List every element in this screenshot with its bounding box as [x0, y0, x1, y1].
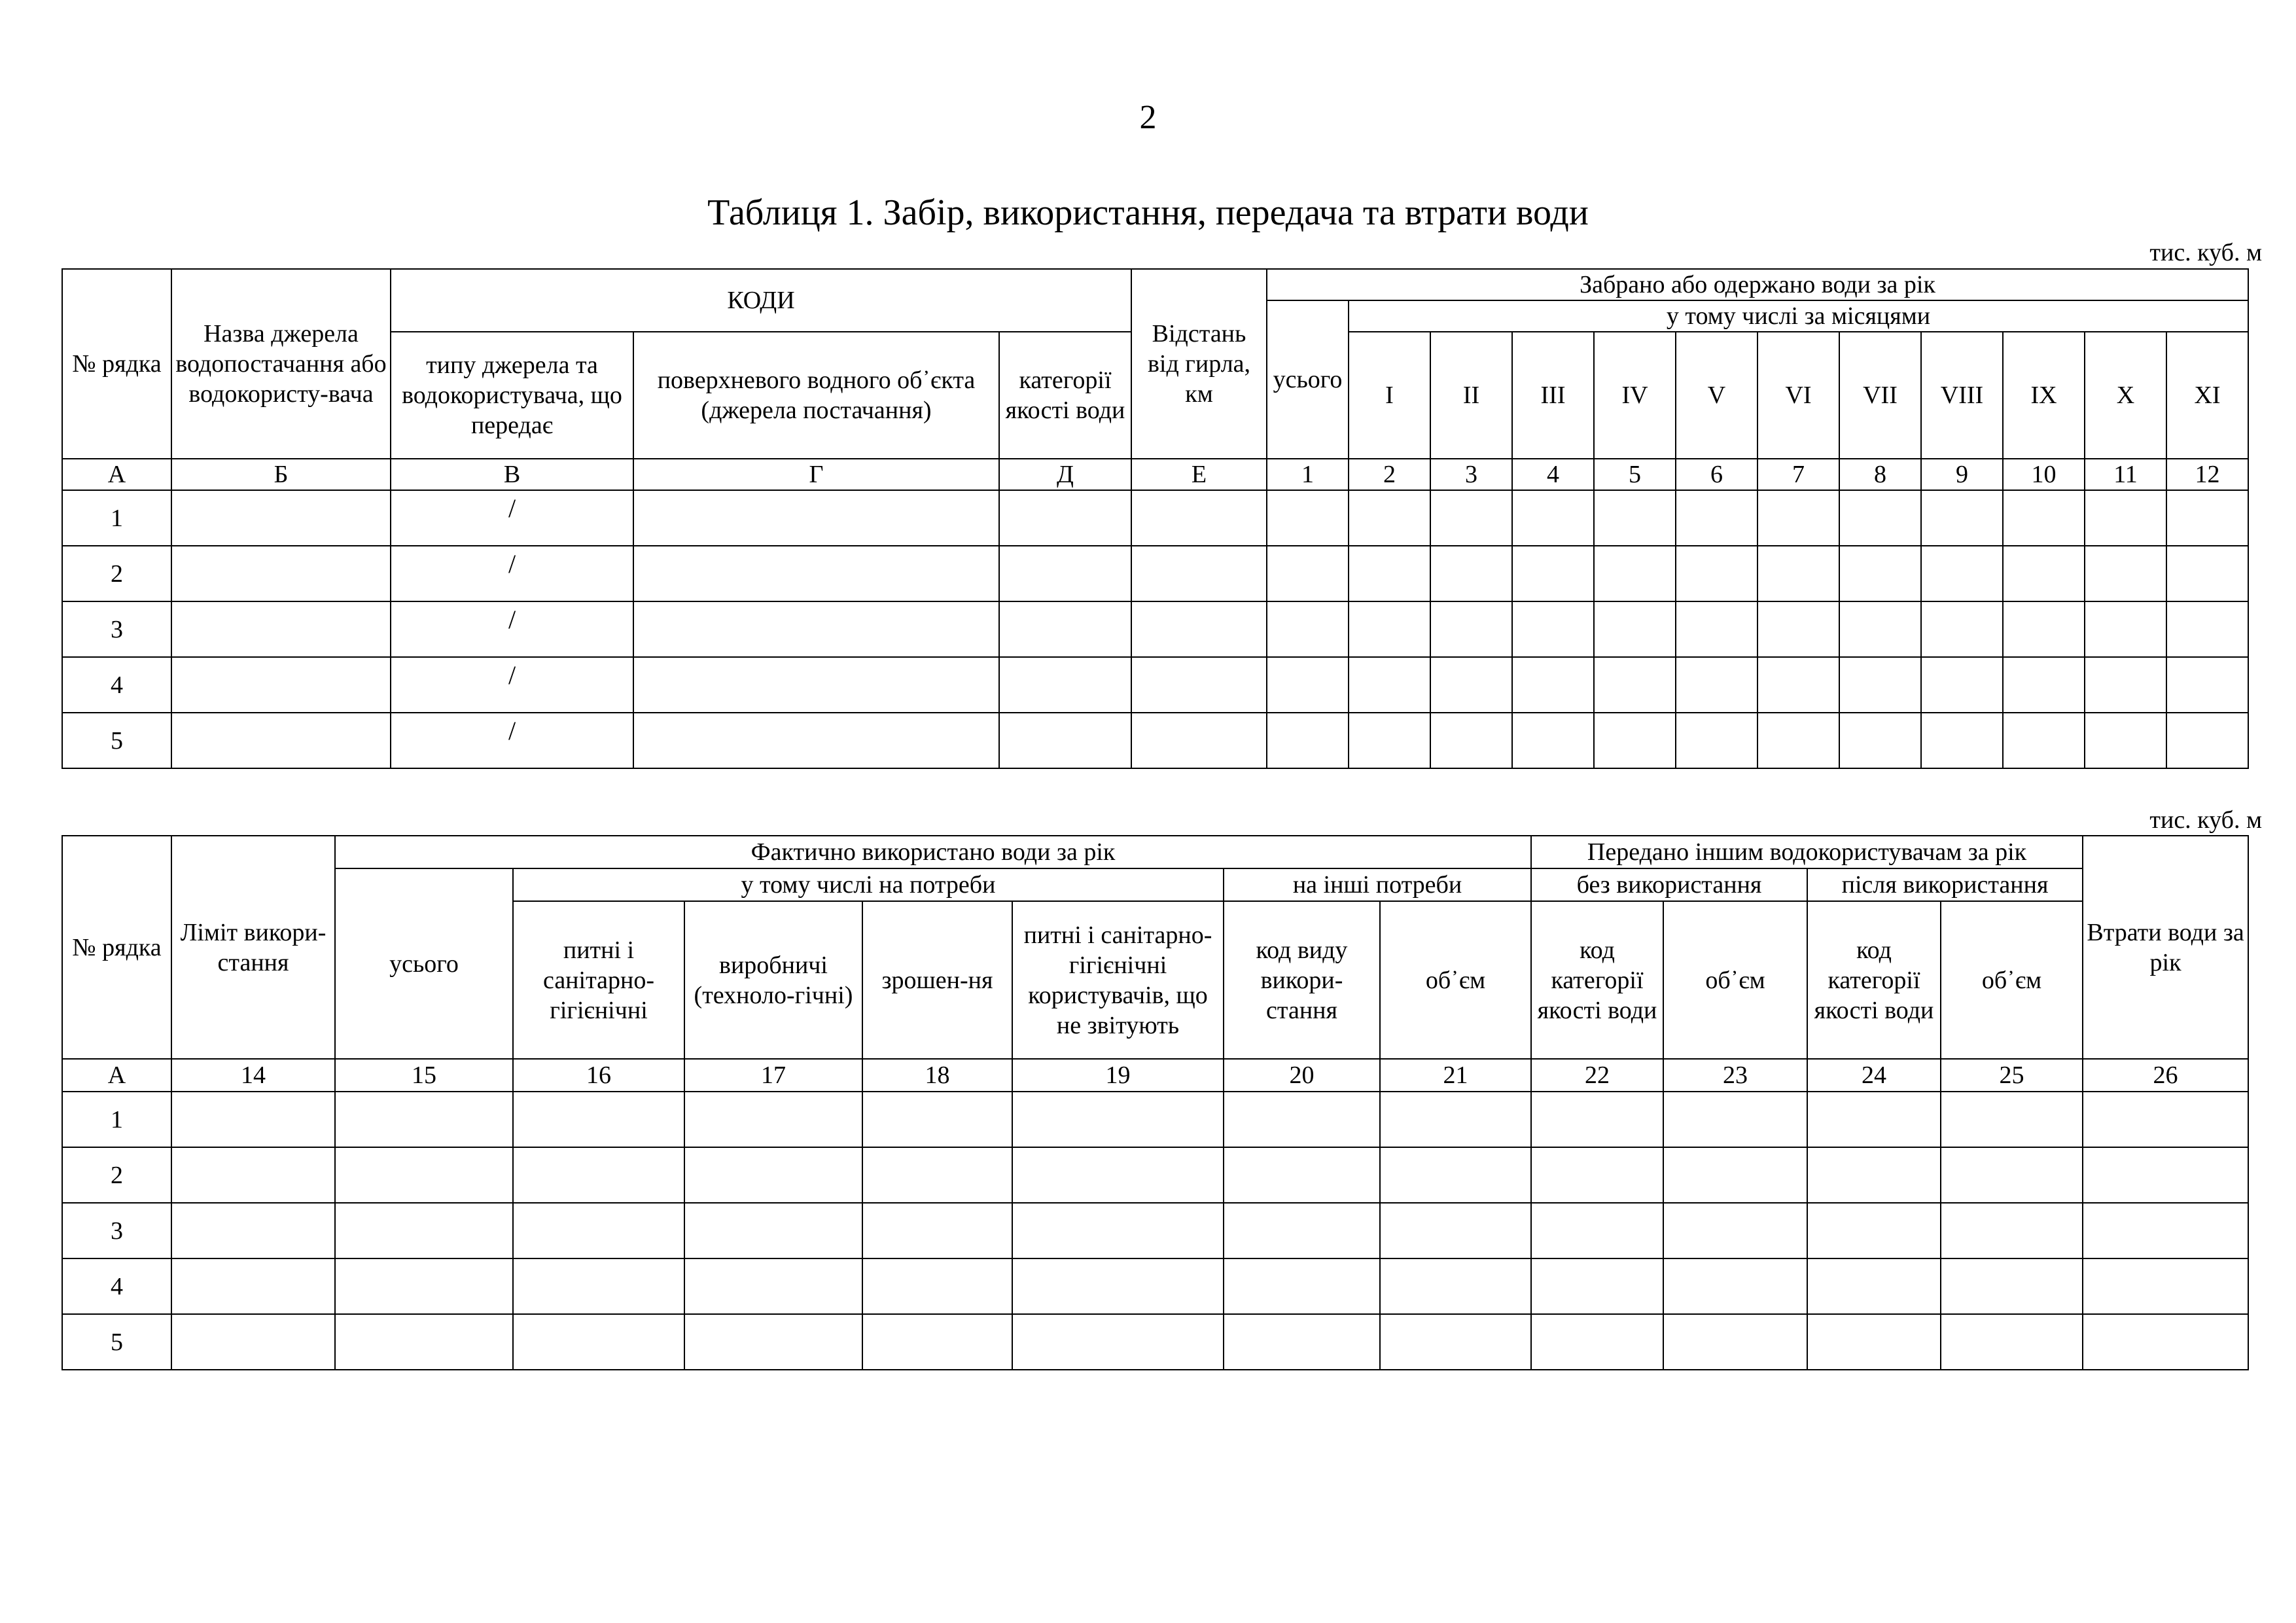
column-number: 11 — [2085, 459, 2166, 490]
column-number: 6 — [1676, 459, 1757, 490]
input-cell[interactable] — [1757, 657, 1839, 713]
column-number: 1 — [1267, 459, 1349, 490]
header-code-quality: категорії якості води — [999, 332, 1131, 459]
column-number: 7 — [1757, 459, 1839, 490]
column-number: Е — [1131, 459, 1267, 490]
input-cell[interactable] — [1941, 1314, 2083, 1370]
input-cell[interactable] — [1594, 546, 1676, 601]
slash-separator: / — [508, 493, 516, 523]
input-cell[interactable] — [335, 1092, 513, 1147]
column-number: 4 — [1512, 459, 1594, 490]
input-cell[interactable] — [1131, 713, 1267, 768]
input-cell[interactable] — [335, 1203, 513, 1258]
input-cell[interactable] — [999, 490, 1131, 546]
table-row — [62, 490, 2248, 546]
header-month: VI — [1757, 332, 1839, 459]
input-cell[interactable] — [171, 1314, 335, 1370]
header-drinking: питні і санітарно-гігієнічні — [513, 901, 684, 1059]
input-cell[interactable] — [2083, 1203, 2248, 1258]
input-cell[interactable] — [1380, 1147, 1531, 1203]
header-codes: КОДИ — [391, 269, 1131, 332]
input-cell[interactable] — [171, 657, 391, 713]
input-cell[interactable] — [513, 1092, 684, 1147]
input-cell[interactable] — [1531, 1092, 1663, 1147]
input-cell[interactable] — [1594, 657, 1676, 713]
column-number: 10 — [2003, 459, 2085, 490]
header-month: IV — [1594, 332, 1676, 459]
input-cell[interactable] — [513, 1203, 684, 1258]
header-month: XI — [2166, 332, 2248, 459]
header-losses: Втрати води за рік — [2083, 836, 2248, 1059]
column-number: 14 — [171, 1059, 335, 1092]
input-cell[interactable] — [2085, 713, 2166, 768]
input-cell[interactable] — [1349, 490, 1430, 546]
input-cell[interactable] — [1757, 601, 1839, 657]
column-number: 9 — [1921, 459, 2003, 490]
table-row — [62, 713, 2248, 768]
input-cell[interactable] — [2085, 657, 2166, 713]
header-volume: об᾽єм — [1941, 901, 2083, 1059]
input-cell[interactable] — [1512, 490, 1594, 546]
input-cell[interactable] — [1839, 601, 1921, 657]
header-month: VII — [1839, 332, 1921, 459]
header-month: IX — [2003, 332, 2085, 459]
input-cell[interactable] — [1757, 546, 1839, 601]
input-cell[interactable] — [684, 1258, 862, 1314]
input-cell[interactable] — [1380, 1258, 1531, 1314]
input-cell[interactable] — [1807, 1258, 1941, 1314]
column-number: 18 — [862, 1059, 1012, 1092]
input-cell[interactable] — [862, 1092, 1012, 1147]
input-cell[interactable] — [1921, 657, 2003, 713]
input-cell[interactable] — [1512, 657, 1594, 713]
input-cell[interactable] — [2085, 490, 2166, 546]
input-cell[interactable] — [171, 1258, 335, 1314]
input-cell[interactable] — [2083, 1258, 2248, 1314]
slash-separator: / — [508, 605, 516, 634]
input-cell[interactable] — [1430, 657, 1512, 713]
header-month: V — [1676, 332, 1757, 459]
input-cell[interactable] — [1512, 601, 1594, 657]
input-cell[interactable] — [633, 713, 999, 768]
input-cell[interactable] — [513, 1147, 684, 1203]
header-month: X — [2085, 332, 2166, 459]
header-water-transferred: Передано іншим водокористувачам за рік — [1531, 836, 2083, 868]
page-title: Таблиця 1. Забір, використання, передача та втрати води — [707, 192, 1589, 233]
input-cell[interactable] — [1663, 1092, 1807, 1147]
input-cell[interactable] — [1839, 713, 1921, 768]
column-number: Г — [633, 459, 999, 490]
input-cell[interactable] — [1941, 1147, 2083, 1203]
input-cell[interactable] — [391, 546, 633, 601]
input-cell[interactable] — [1757, 490, 1839, 546]
column-number: 21 — [1380, 1059, 1531, 1092]
header-row-number: № рядка — [62, 836, 171, 1059]
input-cell[interactable] — [1012, 1147, 1224, 1203]
column-number: 19 — [1012, 1059, 1224, 1092]
table-row — [62, 546, 2248, 601]
column-number: 23 — [1663, 1059, 1807, 1092]
header-volume: об᾽єм — [1380, 901, 1531, 1059]
input-cell[interactable] — [171, 546, 391, 601]
input-cell[interactable] — [1531, 1203, 1663, 1258]
input-cell[interactable] — [2166, 657, 2248, 713]
column-number: 8 — [1839, 459, 1921, 490]
header-use-kind-code: код виду викори-стання — [1224, 901, 1380, 1059]
input-cell[interactable] — [1676, 713, 1757, 768]
input-cell[interactable] — [1807, 1314, 1941, 1370]
input-cell[interactable] — [1012, 1092, 1224, 1147]
input-cell[interactable] — [1430, 713, 1512, 768]
column-number: 12 — [2166, 459, 2248, 490]
column-number: 2 — [1349, 459, 1430, 490]
input-cell[interactable] — [1807, 1092, 1941, 1147]
input-cell[interactable] — [1380, 1092, 1531, 1147]
input-cell[interactable] — [1349, 657, 1430, 713]
input-cell[interactable] — [391, 657, 633, 713]
input-cell[interactable] — [2085, 546, 2166, 601]
column-number: А — [62, 459, 171, 490]
input-cell[interactable] — [171, 713, 391, 768]
input-cell[interactable] — [862, 1203, 1012, 1258]
input-cell[interactable] — [1807, 1147, 1941, 1203]
input-cell[interactable] — [1594, 713, 1676, 768]
input-cell[interactable] — [171, 601, 391, 657]
input-cell[interactable] — [862, 1147, 1012, 1203]
input-cell[interactable] — [1224, 1147, 1380, 1203]
row-number: 3 — [62, 601, 171, 657]
water-intake-table — [62, 268, 2249, 769]
input-cell[interactable] — [684, 1147, 862, 1203]
header-source-name: Назва джерела водопостачання або водокористу-вача — [171, 269, 391, 459]
input-cell[interactable] — [999, 713, 1131, 768]
input-cell[interactable] — [2003, 546, 2085, 601]
input-cell[interactable] — [1267, 601, 1349, 657]
input-cell[interactable] — [684, 1314, 862, 1370]
column-numbers-row — [62, 459, 2248, 490]
header-total: усього — [335, 868, 513, 1059]
header-water-taken: Забрано або одержано води за рік — [1267, 269, 2248, 300]
input-cell[interactable] — [1531, 1314, 1663, 1370]
input-cell[interactable] — [1430, 546, 1512, 601]
input-cell[interactable] — [1757, 713, 1839, 768]
input-cell[interactable] — [335, 1147, 513, 1203]
input-cell[interactable] — [1531, 1147, 1663, 1203]
input-cell[interactable] — [2085, 601, 2166, 657]
water-use-table — [62, 835, 2249, 1370]
input-cell[interactable] — [171, 1092, 335, 1147]
input-cell[interactable] — [1380, 1314, 1531, 1370]
header-drinking-nonreporting: питні і санітарно-гігієнічні користувачів, що не звітують — [1012, 901, 1224, 1059]
input-cell[interactable] — [2003, 657, 2085, 713]
input-cell[interactable] — [1941, 1258, 2083, 1314]
input-cell[interactable] — [1676, 546, 1757, 601]
header-code-type: типу джерела та водокористувача, що передає — [391, 332, 633, 459]
column-number: 20 — [1224, 1059, 1380, 1092]
table-row — [62, 1147, 2248, 1203]
input-cell[interactable] — [633, 490, 999, 546]
input-cell[interactable] — [1131, 657, 1267, 713]
input-cell[interactable] — [335, 1314, 513, 1370]
input-cell[interactable] — [1921, 713, 2003, 768]
input-cell[interactable] — [1224, 1314, 1380, 1370]
input-cell[interactable] — [2166, 601, 2248, 657]
column-number: 17 — [684, 1059, 862, 1092]
header-incl-needs: у тому числі на потреби — [513, 868, 1224, 901]
input-cell[interactable] — [171, 490, 391, 546]
header-row-number: № рядка — [62, 269, 171, 459]
column-number: Д — [999, 459, 1131, 490]
input-cell[interactable] — [2003, 601, 2085, 657]
input-cell[interactable] — [999, 657, 1131, 713]
header-other-needs: на інші потреби — [1224, 868, 1531, 901]
table-row — [62, 601, 2248, 657]
input-cell[interactable] — [1676, 657, 1757, 713]
input-cell[interactable] — [1941, 1203, 2083, 1258]
input-cell[interactable] — [1839, 546, 1921, 601]
input-cell[interactable] — [1267, 657, 1349, 713]
input-cell[interactable] — [2083, 1147, 2248, 1203]
input-cell[interactable] — [633, 657, 999, 713]
row-number: 4 — [62, 657, 171, 713]
input-cell[interactable] — [2166, 546, 2248, 601]
input-cell[interactable] — [1839, 490, 1921, 546]
input-cell[interactable] — [633, 601, 999, 657]
input-cell[interactable] — [1676, 601, 1757, 657]
input-cell[interactable] — [1349, 546, 1430, 601]
header-distance: Відстань від гирла, км — [1131, 269, 1267, 459]
row-number: 4 — [62, 1258, 171, 1314]
header-quality-code: код категорії якості води — [1531, 901, 1663, 1059]
input-cell[interactable] — [171, 1147, 335, 1203]
column-number: 16 — [513, 1059, 684, 1092]
column-number: 24 — [1807, 1059, 1941, 1092]
input-cell[interactable] — [513, 1258, 684, 1314]
row-number: 1 — [62, 490, 171, 546]
column-number: 22 — [1531, 1059, 1663, 1092]
input-cell[interactable] — [1663, 1147, 1807, 1203]
input-cell[interactable] — [1349, 713, 1430, 768]
header-volume: об᾽єм — [1663, 901, 1807, 1059]
header-after-use: після використання — [1807, 868, 2083, 901]
input-cell[interactable] — [1807, 1203, 1941, 1258]
input-cell[interactable] — [1921, 490, 2003, 546]
slash-separator: / — [508, 549, 516, 579]
input-cell[interactable] — [862, 1314, 1012, 1370]
column-number: 15 — [335, 1059, 513, 1092]
row-number: 2 — [62, 546, 171, 601]
header-month: II — [1430, 332, 1512, 459]
header-irrigation: зрошен-ня — [862, 901, 1012, 1059]
row-number: 1 — [62, 1092, 171, 1147]
input-cell[interactable] — [391, 713, 633, 768]
table-row — [62, 1258, 2248, 1314]
input-cell[interactable] — [1224, 1092, 1380, 1147]
input-cell[interactable] — [1224, 1258, 1380, 1314]
input-cell[interactable] — [1349, 601, 1430, 657]
column-number: Б — [171, 459, 391, 490]
column-number: А — [62, 1059, 171, 1092]
column-number: 25 — [1941, 1059, 2083, 1092]
table-row — [62, 1314, 2248, 1370]
input-cell[interactable] — [633, 546, 999, 601]
input-cell[interactable] — [1012, 1258, 1224, 1314]
header-without-use: без використання — [1531, 868, 1807, 901]
input-cell[interactable] — [1012, 1314, 1224, 1370]
input-cell[interactable] — [1380, 1203, 1531, 1258]
header-quality-code: код категорії якості води — [1807, 901, 1941, 1059]
input-cell[interactable] — [1267, 713, 1349, 768]
input-cell[interactable] — [1921, 601, 2003, 657]
header-water-used: Фактично використано води за рік — [335, 836, 1531, 868]
header-month: I — [1349, 332, 1430, 459]
input-cell[interactable] — [1531, 1258, 1663, 1314]
table-row — [62, 1092, 2248, 1147]
table-row — [62, 1203, 2248, 1258]
input-cell[interactable] — [391, 601, 633, 657]
input-cell[interactable] — [171, 1203, 335, 1258]
header-limit: Ліміт викори-стання — [171, 836, 335, 1059]
column-number: 3 — [1430, 459, 1512, 490]
input-cell[interactable] — [2166, 713, 2248, 768]
row-number: 2 — [62, 1147, 171, 1203]
header-code-water-body: поверхневого водного об᾽єкта (джерела постачання) — [633, 332, 999, 459]
input-cell[interactable] — [2083, 1092, 2248, 1147]
input-cell[interactable] — [1676, 490, 1757, 546]
input-cell[interactable] — [1663, 1258, 1807, 1314]
page-number: 2 — [1139, 99, 1157, 136]
header-total: усього — [1267, 300, 1349, 459]
input-cell[interactable] — [513, 1314, 684, 1370]
input-cell[interactable] — [1131, 490, 1267, 546]
input-cell[interactable] — [1131, 601, 1267, 657]
input-cell[interactable] — [1512, 713, 1594, 768]
input-cell[interactable] — [1839, 657, 1921, 713]
header-production: виробничі (техноло-гічні) — [684, 901, 862, 1059]
input-cell[interactable] — [2166, 490, 2248, 546]
input-cell[interactable] — [1267, 490, 1349, 546]
input-cell[interactable] — [684, 1092, 862, 1147]
column-number: 26 — [2083, 1059, 2248, 1092]
input-cell[interactable] — [999, 601, 1131, 657]
column-number: 5 — [1594, 459, 1676, 490]
input-cell[interactable] — [2083, 1314, 2248, 1370]
input-cell[interactable] — [1131, 546, 1267, 601]
slash-separator: / — [508, 716, 516, 745]
header-month: III — [1512, 332, 1594, 459]
row-number: 5 — [62, 713, 171, 768]
table-row — [62, 657, 2248, 713]
input-cell[interactable] — [684, 1203, 862, 1258]
input-cell[interactable] — [1663, 1314, 1807, 1370]
input-cell[interactable] — [999, 546, 1131, 601]
input-cell[interactable] — [1941, 1092, 2083, 1147]
input-cell[interactable] — [2003, 713, 2085, 768]
input-cell[interactable] — [335, 1258, 513, 1314]
input-cell[interactable] — [1663, 1203, 1807, 1258]
column-numbers-row — [62, 1059, 2248, 1092]
input-cell[interactable] — [1594, 490, 1676, 546]
row-number: 3 — [62, 1203, 171, 1258]
header-month: VIII — [1921, 332, 2003, 459]
input-cell[interactable] — [1512, 546, 1594, 601]
header-by-months: у тому числі за місяцями — [1349, 300, 2248, 332]
input-cell[interactable] — [1430, 601, 1512, 657]
units-label: тис. куб. м — [2149, 239, 2262, 266]
input-cell[interactable] — [2003, 490, 2085, 546]
input-cell[interactable] — [1012, 1203, 1224, 1258]
input-cell[interactable] — [1430, 490, 1512, 546]
slash-separator: / — [508, 660, 516, 690]
row-number: 5 — [62, 1314, 171, 1370]
input-cell[interactable] — [391, 490, 633, 546]
input-cell[interactable] — [1224, 1203, 1380, 1258]
input-cell[interactable] — [1921, 546, 2003, 601]
units-label: тис. куб. м — [2149, 806, 2262, 834]
column-number: В — [391, 459, 633, 490]
input-cell[interactable] — [1267, 546, 1349, 601]
input-cell[interactable] — [862, 1258, 1012, 1314]
input-cell[interactable] — [1594, 601, 1676, 657]
